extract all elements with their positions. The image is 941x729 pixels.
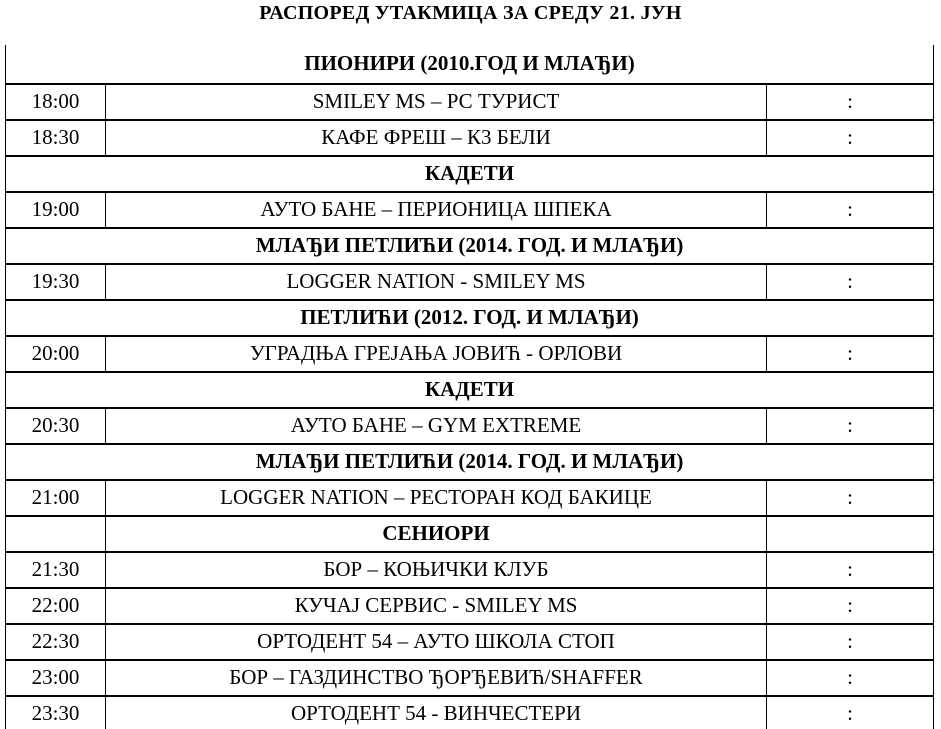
time-cell: 19:30	[6, 264, 106, 300]
section-label: КАДЕТИ	[6, 372, 934, 408]
section-row	[6, 444, 934, 480]
section-label: МЛАЂИ ПЕТЛИЋИ (2014. ГОД. И МЛАЂИ)	[6, 444, 934, 480]
time-cell: 18:00	[6, 84, 106, 120]
fixture-cell: АУТО БАНЕ – GYM EXTREME	[106, 408, 767, 444]
fixture-cell: LOGGER NATION - SMILEY MS	[106, 264, 767, 300]
section-label: МЛАЂИ ПЕТЛИЋИ (2014. ГОД. И МЛАЂИ)	[6, 228, 934, 264]
score-cell: :	[767, 588, 934, 624]
section-row	[6, 300, 934, 336]
section-label: СЕНИОРИ	[106, 516, 767, 552]
match-row	[6, 660, 934, 696]
match-row	[6, 192, 934, 228]
section-row	[6, 228, 934, 264]
score-cell: :	[767, 192, 934, 228]
score-cell: :	[767, 120, 934, 156]
fixture-cell: LOGGER NATION – РЕСТОРАН КОД БАКИЦЕ	[106, 480, 767, 516]
section-row	[6, 156, 934, 192]
fixture-cell: КАФЕ ФРЕШ – К3 БЕЛИ	[106, 120, 767, 156]
fixture-cell: БОР – ГАЗДИНСТВО ЂОРЂЕВИЋ/SHAFFER	[106, 660, 767, 696]
match-row	[6, 408, 934, 444]
section-row	[6, 45, 934, 84]
score-cell: :	[767, 696, 934, 729]
fixture-cell: АУТО БАНЕ – ПЕРИОНИЦА ШПЕКА	[106, 192, 767, 228]
page-title: РАСПОРЕД УТАКМИЦА ЗА СРЕДУ 21. ЈУН	[259, 2, 682, 24]
score-cell: :	[767, 624, 934, 660]
time-cell: 23:30	[6, 696, 106, 729]
score-cell: :	[767, 480, 934, 516]
fixture-cell: КУЧАЈ СЕРВИС - SMILEY MS	[106, 588, 767, 624]
time-cell: 22:00	[6, 588, 106, 624]
section-label: КАДЕТИ	[6, 156, 934, 192]
section-row	[6, 372, 934, 408]
time-cell: 21:00	[6, 480, 106, 516]
match-row	[6, 84, 934, 120]
score-cell: :	[767, 264, 934, 300]
score-cell: :	[767, 408, 934, 444]
time-cell: 18:30	[6, 120, 106, 156]
score-cell: :	[767, 552, 934, 588]
match-row	[6, 480, 934, 516]
time-cell: 22:30	[6, 624, 106, 660]
score-cell: :	[767, 660, 934, 696]
fixture-cell: SMILEY MS – РС ТУРИСТ	[106, 84, 767, 120]
fixture-cell: УГРАДЊА ГРЕЈАЊА ЈОВИЋ - ОРЛОВИ	[106, 336, 767, 372]
match-row	[6, 588, 934, 624]
match-row	[6, 336, 934, 372]
match-row	[6, 696, 934, 729]
fixture-cell: БОР – КОЊИЧКИ КЛУБ	[106, 552, 767, 588]
section-label: ПИОНИРИ (2010.ГОД И МЛАЂИ)	[6, 45, 934, 84]
match-schedule-table	[5, 45, 934, 729]
match-row	[6, 552, 934, 588]
empty-time-cell	[6, 516, 106, 552]
score-cell: :	[767, 84, 934, 120]
score-cell: :	[767, 336, 934, 372]
time-cell: 20:00	[6, 336, 106, 372]
time-cell: 23:00	[6, 660, 106, 696]
section-label: ПЕТЛИЋИ (2012. ГОД. И МЛАЂИ)	[6, 300, 934, 336]
fixture-cell: ОРТОДЕНТ 54 – АУТО ШКОЛА СТОП	[106, 624, 767, 660]
match-row	[6, 264, 934, 300]
fixture-cell: ОРТОДЕНТ 54 - ВИНЧЕСТЕРИ	[106, 696, 767, 729]
section-row-with-cells	[6, 516, 934, 552]
match-row	[6, 624, 934, 660]
time-cell: 21:30	[6, 552, 106, 588]
time-cell: 19:00	[6, 192, 106, 228]
time-cell: 20:30	[6, 408, 106, 444]
match-row	[6, 120, 934, 156]
empty-score-cell	[767, 516, 934, 552]
